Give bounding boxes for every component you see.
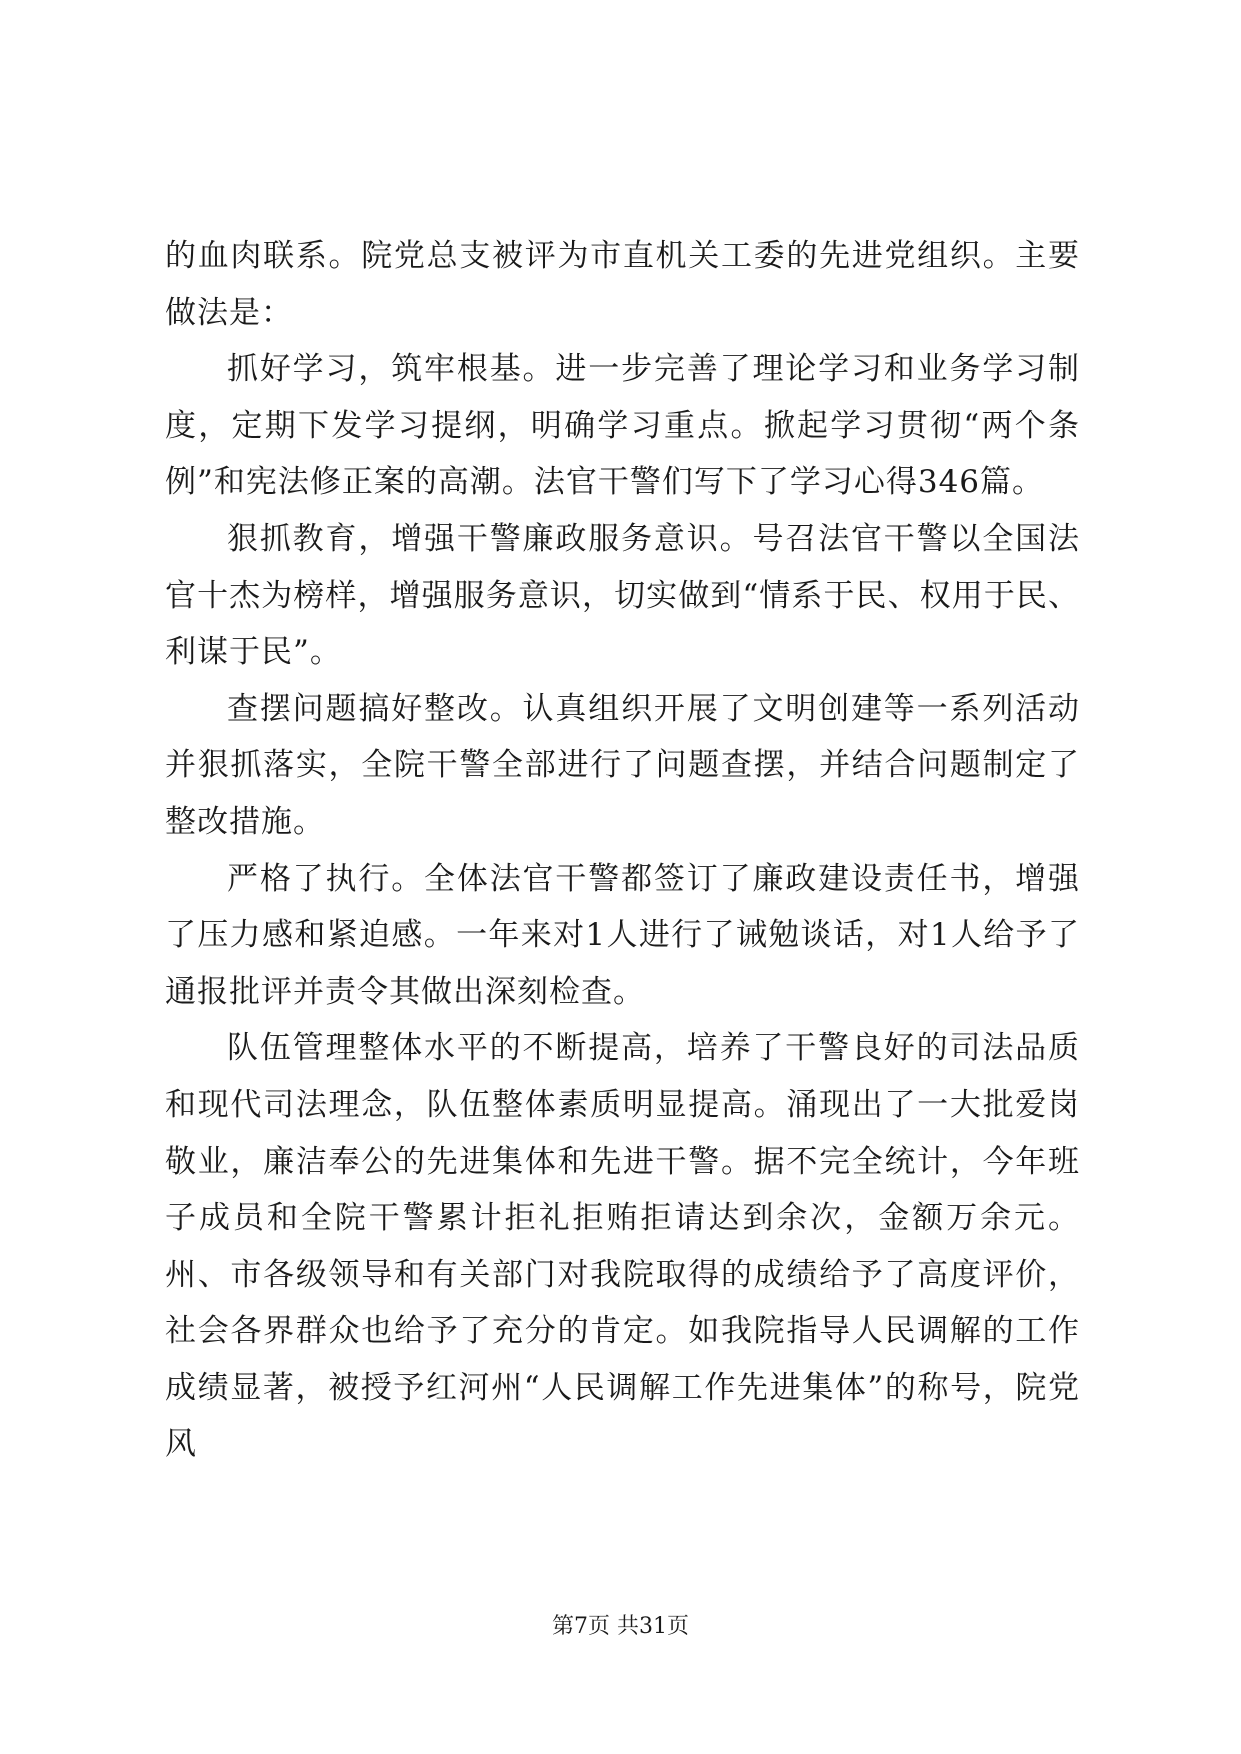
paragraph-6: 队伍管理整体水平的不断提高，培养了干警良好的司法品质和现代司法理念，队伍整体素质明显提高。涌现出了一大批爱岗敬业，廉洁奉公的先进集体和先进干警。据不完全统计，今年班子成员和全院干警累计拒礼拒贿拒请达到余次，金额万余元。州、市各级领导和有关部门对我院取得的成绩给予了高度评价，社会各界群众也给予了充分的肯定。如我院指导人民调解的工作成绩显著，被授予红河州“人民调解工作先进集体”的称号，院党风 (165, 1030, 1080, 1463)
paragraph-5: 严格了执行。全体法官干警都签订了廉政建设责任书，增强了压力感和紧迫感。一年来对1人进行了诫勉谈话，对1人给予了通报批评并责令其做出深刻检查。 (165, 860, 1080, 1010)
paragraph-2: 抓好学习，筑牢根基。进一步完善了理论学习和业务学习制度，定期下发学习提纲，明确学习重点。掀起学习贯彻“两个条例”和宪法修正案的高潮。法官干警们写下了学习心得346篇。 (165, 351, 1080, 501)
paragraph-3: 狠抓教育，增强干警廉政服务意识。号召法官干警以全国法官十杰为榜样，增强服务意识，切实做到“情系于民、权用于民、利谋于民”。 (165, 520, 1080, 671)
paragraph-4: 查摆问题搞好整改。认真组织开展了文明创建等一系列活动并狠抓落实，全院干警全部进行了问题查摆，并结合问题制定了整改措施。 (165, 690, 1080, 840)
paragraph-1: 的血肉联系。院党总支被评为市直机关工委的先进党组织。主要做法是： (165, 238, 1080, 331)
page-footer: 第7页 共31页 (552, 1614, 689, 1639)
document-body (165, 228, 1080, 1473)
